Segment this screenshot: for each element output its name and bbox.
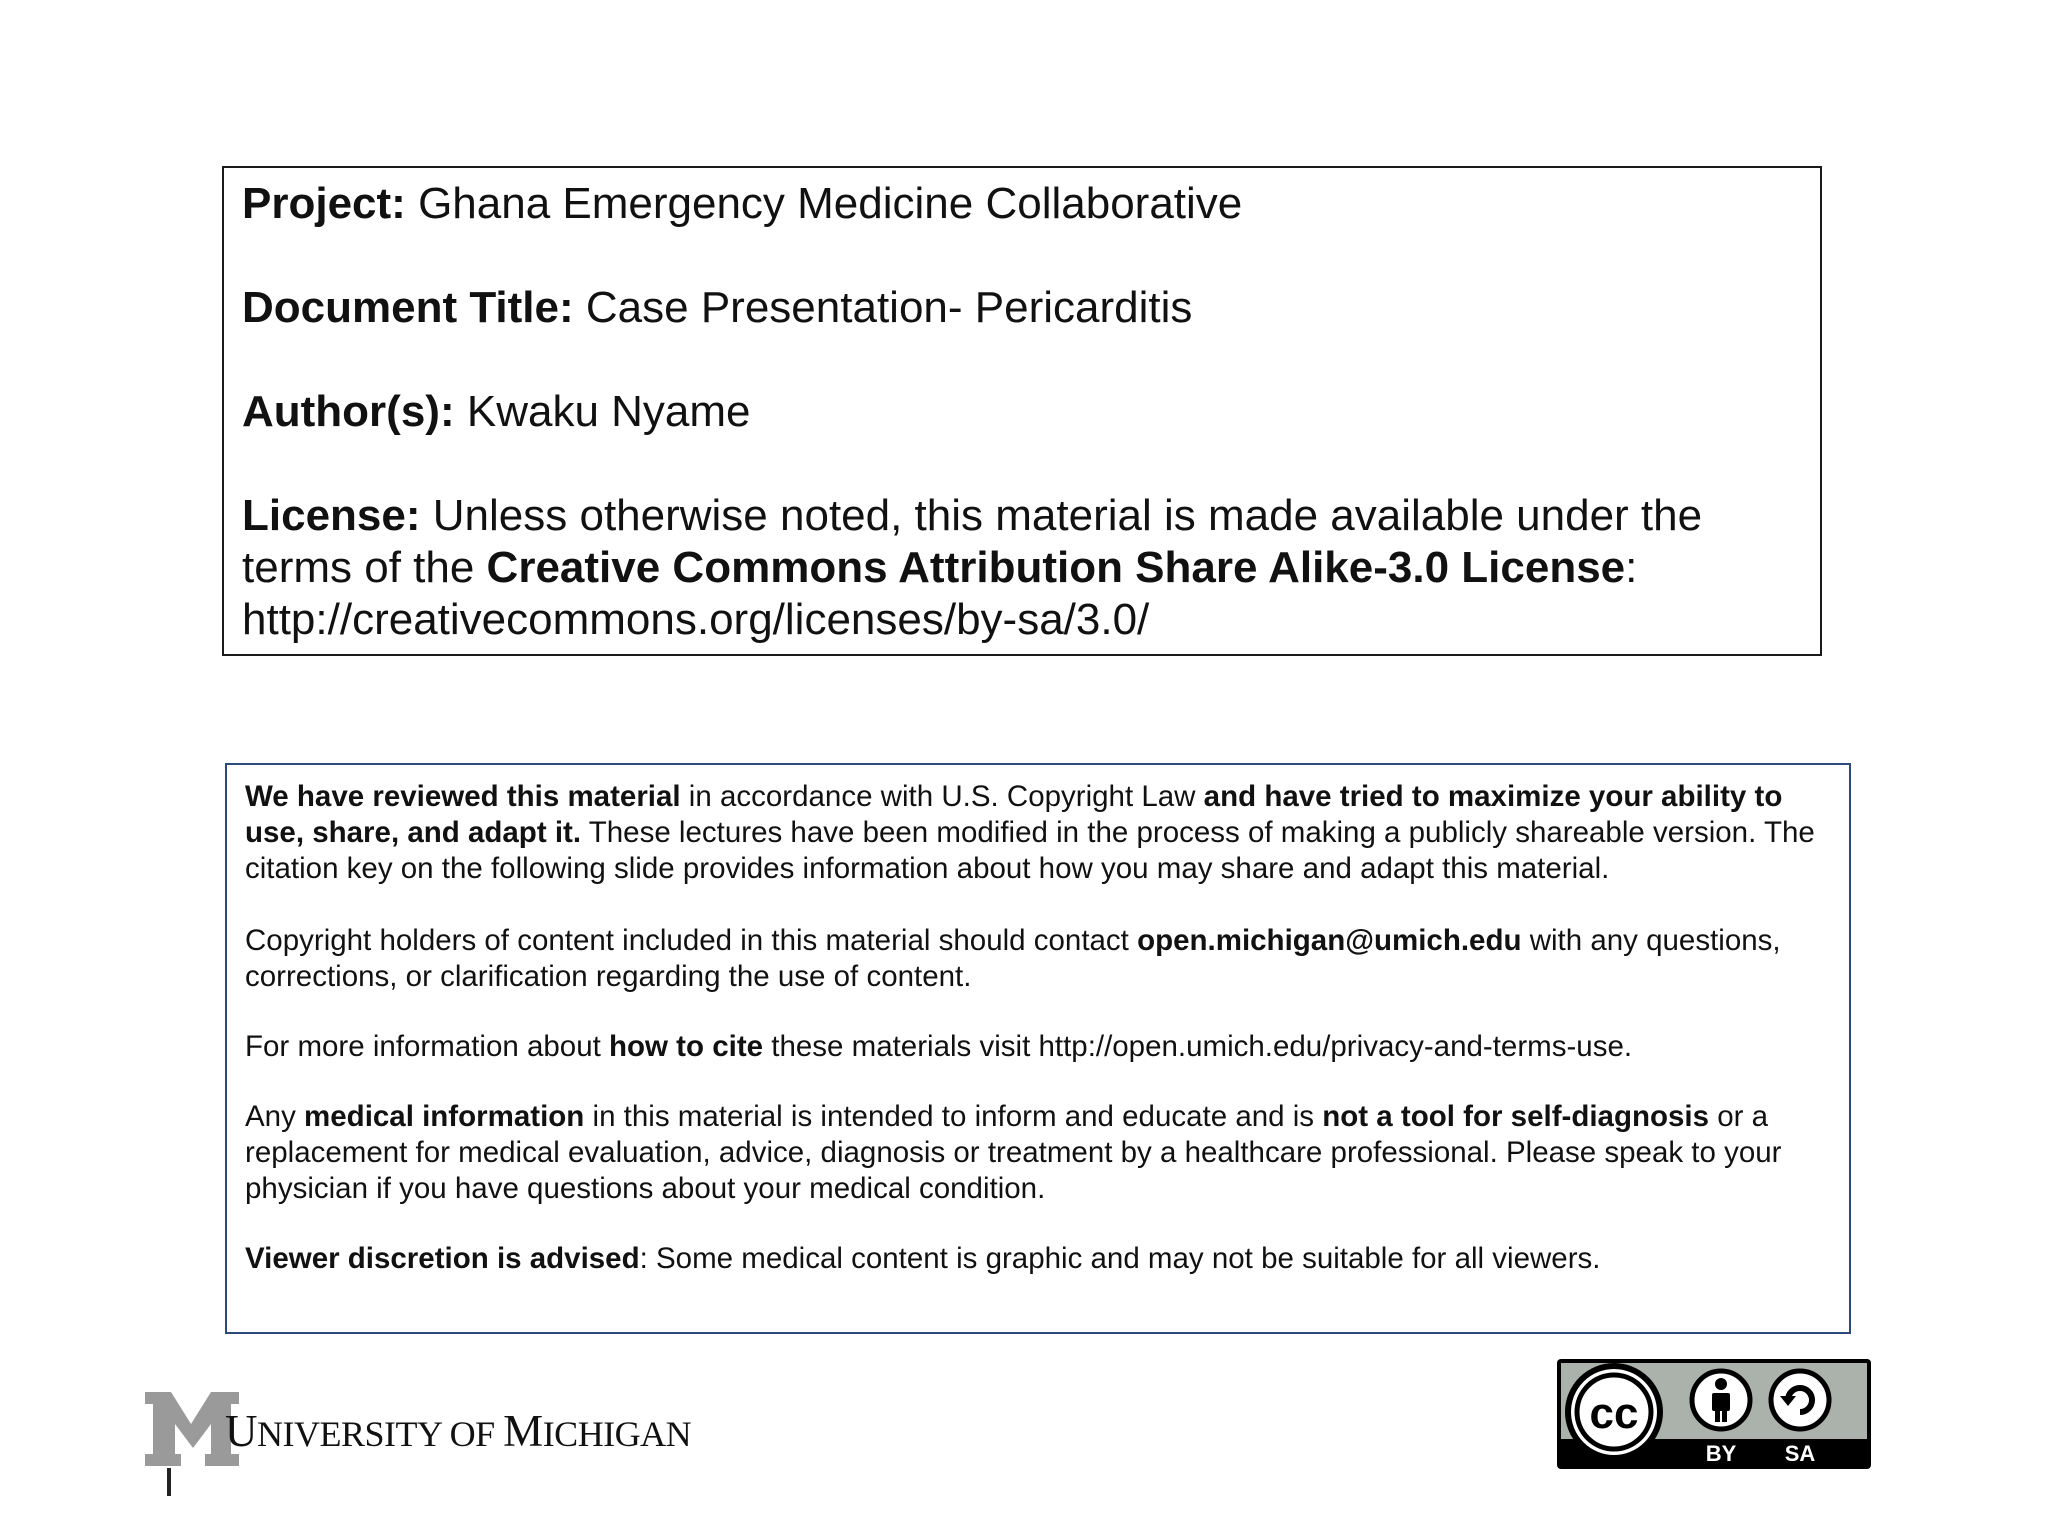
medical-bold-2: not a tool for self-diagnosis [1322,1100,1710,1133]
author-line [242,386,1802,438]
medical-text-1: Any [245,1100,305,1133]
review-text-2: These lectures have been modified in the process of making a publicly shareable version. The citation key on the following slide provides information about how you may share and adapt this material. [245,816,1815,885]
medical-text-3: or a replacement for medical evaluation, advice, diagnosis or treatment by a healthcare professional. Please speak to your physician if you have questions about your medical condition. [245,1100,1782,1205]
share-alike-icon [1771,1371,1829,1429]
license-text-2a: terms of the [242,543,487,592]
attribution-icon [1692,1371,1750,1429]
viewer-bold: Viewer discretion is advised [245,1242,640,1275]
cite-text-2: these materials visit http://open.umich.edu/privacy-and-terms-use. [763,1030,1633,1063]
by-label: BY [1705,1441,1737,1466]
review-text-1: in accordance with U.S. Copyright Law [680,780,1204,813]
medical-bold-1: medical information [304,1100,585,1133]
viewer-text: : Some medical content is graphic and may not be suitable for all viewers. [639,1242,1601,1275]
cc-text: cc [1589,1389,1639,1438]
license-url: http://creativecommons.org/licenses/by-sa/3.0/ [242,595,1150,644]
wordmark-ichigan: ICHIGAN [542,1414,692,1454]
license-text-2b: : [1625,543,1638,592]
university-wordmark [225,1406,691,1459]
project-value: Ghana Emergency Medicine Collaborative [418,179,1243,228]
document-info-box [222,166,1822,656]
cite-bold: how to cite [609,1030,764,1063]
medical-paragraph [245,1099,1831,1207]
document-title-value: Case Presentation- Pericarditis [585,283,1193,332]
review-paragraph [245,779,1831,887]
contact-email: open.michigan@umich.edu [1137,924,1522,957]
review-bold-2: and have tried to maximize your ability to use, share, and adapt it. [245,780,1783,849]
wordmark-niversity: NIVERSITY OF [257,1414,504,1454]
medical-text-2: in this material is intended to inform and educate and is [584,1100,1323,1133]
license-label: License: [242,491,421,540]
author-label: Author(s): [242,387,455,436]
cite-text-1: For more information about [245,1030,609,1063]
project-label: Project: [242,179,406,228]
copyright-paragraph [245,923,1831,995]
copyright-text-2: with any questions, corrections, or clarification regarding the use of content. [245,924,1781,993]
document-title-line [242,282,1802,334]
author-value: Kwaku Nyame [466,387,751,436]
disclaimer-box [225,763,1851,1334]
document-title-label: Document Title: [242,283,574,332]
divider-bar [167,1468,171,1496]
sa-label: SA [1784,1441,1816,1466]
review-bold-1: We have reviewed this material [245,780,681,813]
license-line-2 [242,542,1802,594]
wordmark-u: U [225,1406,257,1456]
cite-paragraph [245,1029,1831,1065]
university-of-michigan-logo [143,1390,783,1500]
viewer-paragraph [245,1241,1831,1277]
copyright-text-1: Copyright holders of content included in this material should contact [245,924,1138,957]
license-name: Creative Commons Attribution Share Alike-3.0 License [486,543,1626,592]
cc-by-sa-badge [1556,1358,1872,1470]
cc-icon [1568,1366,1660,1458]
wordmark-m: M [503,1406,543,1456]
project-line [242,178,1802,230]
license-text-1: Unless otherwise noted, this material is made available under the [432,491,1703,540]
license-line-1 [242,490,1802,542]
